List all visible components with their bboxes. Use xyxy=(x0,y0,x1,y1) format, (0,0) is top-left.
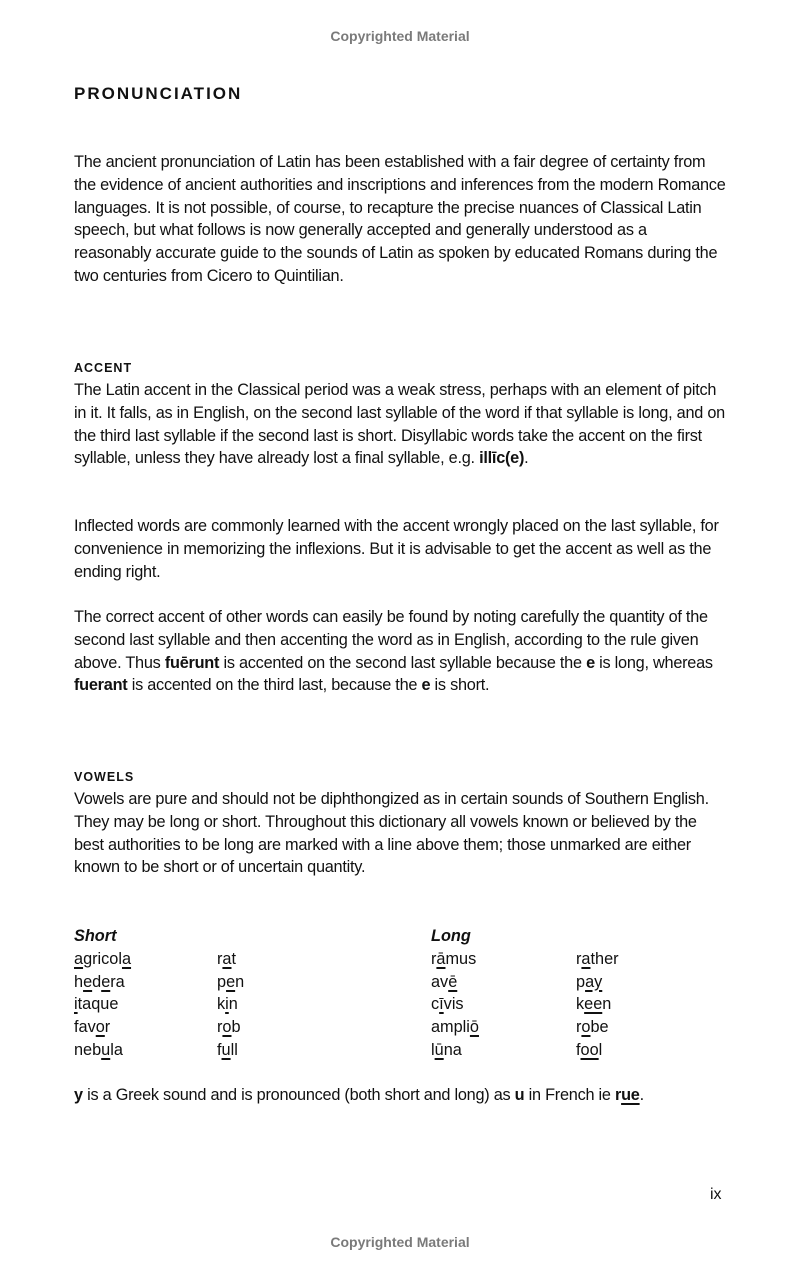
vowels-paragraph: Vowels are pure and should not be diphthongized as in certain sounds of Southern English. They may be long or short. Throughout this dictionary all vowels known or believed by the best authorities to be long are marked with a line above them; those unmarked are either known to be short or of uncertain quantity. xyxy=(74,790,709,877)
accent-p3-text-b: is accented on the second last syllable because the xyxy=(219,653,587,672)
underlined-vowel: e xyxy=(83,972,93,991)
word-segment: mus xyxy=(445,949,477,968)
word-segment: k xyxy=(576,995,585,1014)
word-segment: p xyxy=(217,972,227,991)
word-segment: fav xyxy=(74,1018,96,1037)
word-segment: na xyxy=(443,1040,462,1059)
long-latin-example xyxy=(431,948,479,971)
underlined-vowel: e xyxy=(101,972,111,991)
word-segment: r xyxy=(576,1018,582,1037)
underlined-vowel: ū xyxy=(434,1040,444,1059)
long-english-list xyxy=(576,948,619,1062)
word-segment: neb xyxy=(74,1040,102,1059)
word-segment: taque xyxy=(77,995,119,1014)
short-english-example xyxy=(217,1016,244,1039)
word-segment: be xyxy=(590,1018,609,1037)
word-segment: f xyxy=(576,1040,581,1059)
accent-p3-text-d: is accented on the third last, because the xyxy=(127,676,422,695)
accent-heading: ACCENT xyxy=(74,361,133,375)
word-segment: r xyxy=(217,1018,223,1037)
short-latin-example xyxy=(74,993,131,1016)
short-latin-example xyxy=(74,971,131,994)
word-segment: r xyxy=(217,949,223,968)
long-english-example xyxy=(576,1016,619,1039)
underlined-vowel: ā xyxy=(436,949,446,968)
y-note-word-r: r xyxy=(615,1086,622,1104)
word-segment: gricol xyxy=(83,949,122,968)
short-english-example xyxy=(217,971,244,994)
accent-example-e-long: e xyxy=(586,653,595,672)
underlined-vowel: u xyxy=(221,1040,231,1059)
short-english-example xyxy=(217,1039,244,1062)
short-latin-example xyxy=(74,1016,131,1039)
underlined-vowel: ē xyxy=(448,972,458,991)
word-segment: n xyxy=(235,972,245,991)
short-english-example xyxy=(217,993,244,1016)
word-segment: ra xyxy=(110,972,125,991)
underlined-vowel: ī xyxy=(439,995,444,1014)
underlined-vowel: a xyxy=(222,949,232,968)
long-latin-example xyxy=(431,993,479,1016)
word-segment: l xyxy=(598,1040,603,1059)
underlined-vowel: a xyxy=(121,949,132,968)
accent-p3-text-e: is short. xyxy=(430,676,490,695)
long-english-column xyxy=(576,925,619,1062)
page-number: ix xyxy=(710,1186,722,1203)
short-english-example xyxy=(217,948,244,971)
copyright-watermark-bottom: Copyrighted Material xyxy=(330,1234,470,1250)
word-segment: r xyxy=(104,1018,111,1037)
y-note-word-ue: ue xyxy=(621,1086,640,1104)
y-note-end: . xyxy=(639,1086,644,1104)
accent-p3-text-a: The correct accent of other words can easily be found by noting carefully the quantity of the second last syllable and then accenting the word as in English, according to the rule given above. Thus xyxy=(74,608,708,672)
short-label: Short xyxy=(74,927,117,945)
y-note-paragraph xyxy=(74,1084,726,1107)
word-segment: r xyxy=(431,949,437,968)
accent-p1-end: . xyxy=(524,449,529,468)
accent-paragraph-1 xyxy=(74,379,726,470)
accent-example-e-short: e xyxy=(421,676,431,695)
short-english-column xyxy=(217,925,244,1062)
word-segment: h xyxy=(74,972,84,991)
vowels-heading: VOWELS xyxy=(74,770,135,784)
underlined-vowel: i xyxy=(225,995,229,1014)
long-english-example xyxy=(576,971,619,994)
word-segment: ll xyxy=(230,1040,238,1059)
word-segment: av xyxy=(431,972,449,991)
word-segment: n xyxy=(602,995,612,1014)
y-note-text-2: in French ie xyxy=(524,1086,615,1104)
word-segment: k xyxy=(217,995,226,1014)
underlined-vowel: i xyxy=(74,995,78,1014)
accent-paragraph-3 xyxy=(74,606,726,697)
long-english-example xyxy=(576,948,619,971)
underlined-vowel: ee xyxy=(584,995,603,1014)
underlined-vowel: e xyxy=(226,972,236,991)
word-segment: l xyxy=(431,1040,435,1059)
long-latin-list xyxy=(431,948,479,1062)
underlined-vowel: o xyxy=(95,1018,105,1037)
accent-p1-text: The Latin accent in the Classical period was a weak stress, perhaps with an element of pitch in it. It falls, as in English, on the second last syllable of the word if that syllable is long, and on the third last syllable if the second last is short. Disyllabic words take the accent on the first syllable, unless they have already lost a final syllable, e.g. xyxy=(74,381,725,468)
word-segment: t xyxy=(231,949,237,968)
long-latin-column xyxy=(431,925,479,1062)
word-segment: c xyxy=(431,995,440,1014)
long-label: Long xyxy=(431,927,471,945)
underlined-vowel: oo xyxy=(580,1040,599,1059)
word-segment: p xyxy=(576,972,586,991)
short-latin-example xyxy=(74,948,131,971)
accent-example-fuerant: fuerant xyxy=(74,676,128,695)
accent-paragraph-2: Inflected words are commonly learned with the accent wrongly placed on the last syllable, for convenience in memorizing the inflexions. But it is advisable to get the accent as well as the ending right. xyxy=(74,517,719,581)
word-segment: ampli xyxy=(431,1018,470,1037)
underlined-vowel: ō xyxy=(469,1018,479,1037)
word-segment: la xyxy=(110,1040,123,1059)
word-segment: vis xyxy=(443,995,464,1014)
underlined-vowel: a xyxy=(74,949,84,968)
underlined-vowel: o xyxy=(222,1018,232,1037)
underlined-vowel: o xyxy=(581,1018,591,1037)
underlined-vowel: a xyxy=(581,949,591,968)
intro-paragraph: The ancient pronunciation of Latin has been established with a fair degree of certainty from the evidence of ancient authorities and inscriptions and inferences from the modern Romance languages. It is not possible, of course, to recapture the precise nuances of Classical Latin speech, but what follows is now generally accepted and generally understood as a reasonably accurate guide to the sounds of Latin as spoken by educated Romans during the two centuries from Cicero to Quintilian. xyxy=(74,153,726,285)
short-latin-column xyxy=(74,925,131,1062)
word-segment: b xyxy=(231,1018,241,1037)
copyright-watermark-top: Copyrighted Material xyxy=(330,28,470,44)
y-letter: y xyxy=(74,1086,83,1104)
accent-p3-text-c: is long, whereas xyxy=(594,653,713,672)
word-segment: f xyxy=(217,1040,222,1059)
long-latin-example xyxy=(431,971,479,994)
long-english-example xyxy=(576,1039,619,1062)
long-english-spacer xyxy=(576,925,619,948)
page-title: PRONUNCIATION xyxy=(74,84,243,103)
y-note-u: u xyxy=(514,1086,525,1104)
short-latin-example xyxy=(74,1039,131,1062)
underlined-vowel: ay xyxy=(585,972,603,991)
accent-example-fuerunt: fuērunt xyxy=(164,653,220,672)
short-english-list xyxy=(217,948,244,1062)
word-segment: n xyxy=(228,995,238,1014)
long-english-example xyxy=(576,993,619,1016)
underlined-vowel: u xyxy=(101,1040,111,1059)
short-english-spacer xyxy=(217,925,244,948)
short-latin-list xyxy=(74,948,131,1062)
word-segment: d xyxy=(92,972,102,991)
long-latin-example xyxy=(431,1016,479,1039)
long-latin-example xyxy=(431,1039,479,1062)
accent-example-word: illīc(e) xyxy=(479,449,525,468)
word-segment: r xyxy=(576,949,582,968)
y-note-text: is a Greek sound and is pronounced (both short and long) as xyxy=(82,1086,515,1104)
word-segment: ther xyxy=(590,949,619,968)
